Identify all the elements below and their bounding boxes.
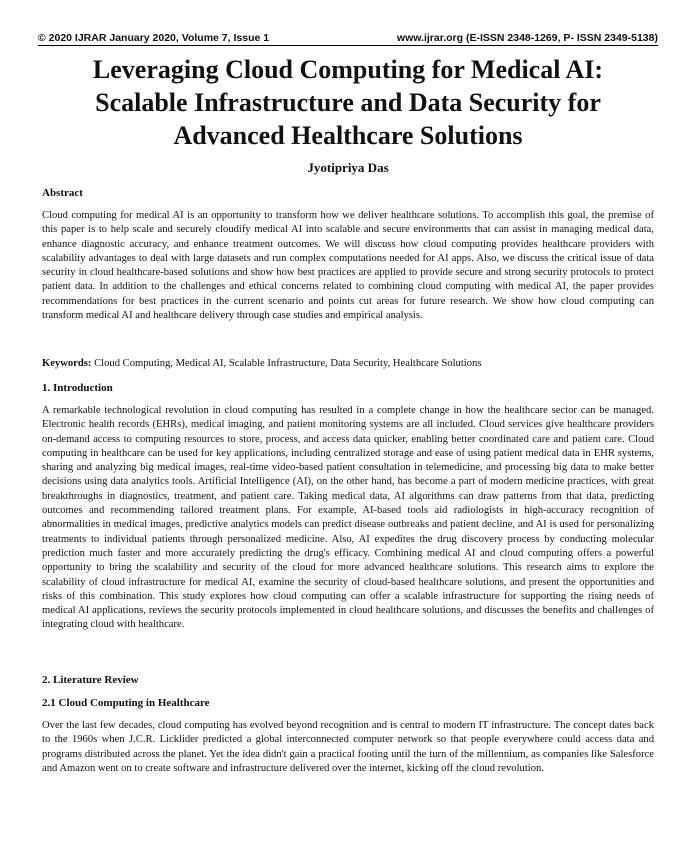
paper-title bbox=[30, 53, 666, 152]
keywords-list: Cloud Computing, Medical AI, Scalable Infrastructure, Data Security, Healthcare Solutions bbox=[91, 358, 482, 369]
introduction-heading: 1. Introduction bbox=[42, 382, 113, 394]
keywords-label: Keywords: bbox=[42, 358, 92, 369]
title-line: Scalable Infrastructure and Data Security for bbox=[95, 88, 601, 117]
literature-review-heading: 2. Literature Review bbox=[42, 674, 139, 686]
abstract-heading: Abstract bbox=[42, 187, 83, 199]
author-name: Jyotipriya Das bbox=[307, 160, 389, 175]
keywords bbox=[42, 357, 654, 371]
header-divider bbox=[38, 45, 658, 46]
journal-website-issn[interactable]: www.ijrar.org (E-ISSN 2348-1269, P- ISSN 2349-5138) bbox=[396, 32, 658, 44]
abstract-text: Cloud computing for medical AI is an opportunity to transform how we deliver healthcare solutions. To accomplish this goal, the premise of this paper is to help scale and securely cloudify medical AI into scalable and secure environments that can assist in managing medical data, enhance diagnostic accuracy, and enhance treatment outcomes. We will discuss how cloud computing provides healthcare providers with scalability advantages to deal with large datasets and run complex computations needed for AI apps. Also, we discuss the critical issue of data security in cloud healthcare-based solutions and show how best practices are applied to provide secure and strong security protocols to protect patient data. In addition to the challenges and ethical concerns related to combining cloud computing with medical AI, the paper provides recommendations for best practices in the current scenario and points cut areas for future research. We show how cloud computing can transform medical AI and healthcare delivery through case studies and empirical analysis. bbox=[42, 210, 654, 322]
introduction-text: A remarkable technological revolution in cloud computing has resulted in a complete change in how the healthcare sector can be managed. Electronic health records (EHRs), medical imaging, and patient monitoring systems are all included. Cloud services give healthcare providers on-demand access to computing resources to store, process, and access data quicker, enabling better coordinated care and patient care. Cloud computing in healthcare can be used for key applications, including centralized storage and ease of using patient medical data in EHR systems, sharing and analyzing big medical images, real-time video-based patient consultation in telemedicine, and processing big data to make better decisions using data analytics tools. Artificial Intelligence (AI), on the other hand, has become a part of modern medicine practices, with great breakthroughs in diagnostics, treatment, and patient care. Taking medical data, AI algorithms can draw patterns from that data, predicting outcomes and recommending tailored treatment plans. For example, AI-based tools aid radiologists in high-accuracy recognition of abnormalities in medical images, predictive analytics models can predict disease outbreaks and patient decline, and AI is used for personalizing treatments to individual patients through personalized medicine. Also, AI expedites the drug discovery process by conducting molecular prediction much faster and more accurately predicting the drug's efficacy. Combining medical AI and cloud computing offers a powerful opportunity to bring the scalability and security of the cloud for more advanced healthcare solutions. This research aims to explore the scalability of cloud infrastructure for medical AI, examine the security of cloud-based healthcare solutions, and present the opportunities and risks of this combination. This study explores how cloud computing can offer a scalable infrastructure for supporting the rising needs of medical AI applications, reviews the security protocols implemented in cloud healthcare solutions, and discusses the benefits and challenges of integrating cloud with healthcare. bbox=[42, 405, 654, 631]
title-line: Advanced Healthcare Solutions bbox=[173, 121, 523, 150]
journal-issue-info: © 2020 IJRAR January 2020, Volume 7, Issue 1 bbox=[38, 32, 270, 44]
journal-header bbox=[38, 32, 658, 45]
title-line: Leveraging Cloud Computing for Medical AI: bbox=[92, 55, 604, 84]
cloud-computing-subheading: 2.1 Cloud Computing in Healthcare bbox=[42, 697, 210, 709]
literature-review-text: Over the last few decades, cloud computing has evolved beyond recognition and is central to modern IT infrastructure. The concept dates back to the 1960s when J.C.R. Licklider predicted a global interconnected computer network so that people everywhere could access data and programs distributed across the planet. Yet the idea didn't gain a practical footing until the turn of the millennium, as companies like Salesforce and Amazon went on to create software and infrastructure delivered over the internet, kicking off the cloud revolution. bbox=[42, 720, 654, 774]
